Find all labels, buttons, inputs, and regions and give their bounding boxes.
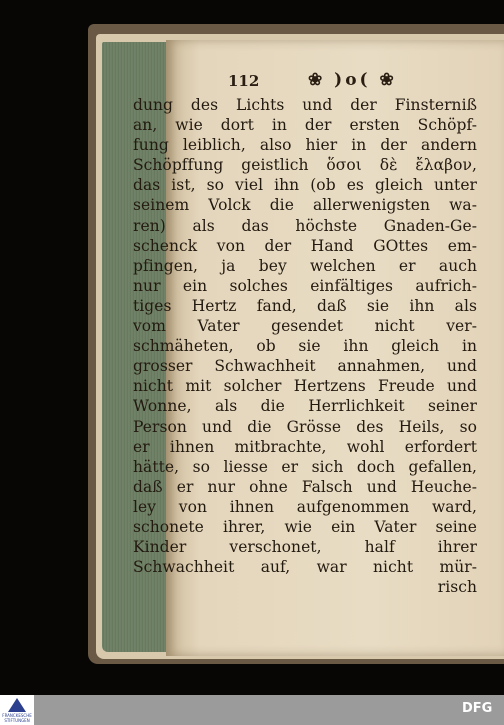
text-line: vom Vater gesendet nicht ver-: [133, 317, 477, 336]
text-line: seinem Volck die allerwenigsten wa-: [133, 196, 477, 215]
text-line: schonete ihrer, wie ein Vater seine: [133, 517, 477, 536]
text-line: ren) als das höchste Gnaden-Ge-: [133, 216, 477, 235]
page-header: [228, 72, 408, 94]
text-line: hätte, so liesse er sich doch gefallen,: [133, 457, 477, 476]
text-line: dung des Lichts und der Finsterniß: [133, 96, 477, 114]
dfg-logo: DFG: [462, 701, 493, 716]
text-line: fung leiblich, also hier in der andern: [133, 136, 477, 155]
text-line: Kinder verschonet, half ihrer: [133, 538, 477, 557]
text-line: schmäheten, ob sie ihn gleich in: [133, 337, 477, 356]
text-line: schenck von der Hand GOttes em-: [133, 236, 477, 255]
ornament-icon: ❀ )o( ❀: [308, 70, 397, 90]
text-line: an, wie dort in der ersten Schöpf-: [133, 116, 477, 135]
text-line: tiges Hertz fand, daß sie ihn als: [133, 296, 477, 315]
text-line: Wonne, als die Herrlichkeit seiner: [133, 397, 477, 416]
text-line: ley von ihnen aufgenommen ward,: [133, 497, 477, 516]
text-line: daß er nur ohne Falsch und Heuche-: [133, 477, 477, 496]
text-line: risch: [437, 578, 477, 597]
francke-logo-mark-icon: [8, 698, 26, 712]
page-number: 112: [228, 72, 260, 90]
text-line: Schwachheit auf, war nicht mür-: [133, 558, 477, 577]
text-line: Person und die Grösse des Heils, so: [133, 417, 477, 436]
francke-logo-caption: FRANCKESCHE STIFTUNGEN: [2, 713, 32, 723]
text-line: nicht mit solcher Hertzens Freude und: [133, 377, 477, 396]
text-line: das ist, so viel ihn (ob es gleich unter: [133, 176, 477, 195]
viewer-footer-bar: [0, 695, 504, 725]
francke-logo: [0, 695, 34, 725]
text-line: pfingen, ja bey welchen er auch: [133, 256, 477, 275]
text-line: nur ein solches einfältiges aufrich-: [133, 276, 477, 295]
text-line: er ihnen mitbrachte, wohl erfordert: [133, 437, 477, 456]
page-text: [133, 95, 487, 597]
text-line: grosser Schwachheit annahmen, und: [133, 357, 477, 376]
text-line: Schöpffung geistlich ὅσοι δὲ ἔλαβον,: [133, 156, 477, 175]
